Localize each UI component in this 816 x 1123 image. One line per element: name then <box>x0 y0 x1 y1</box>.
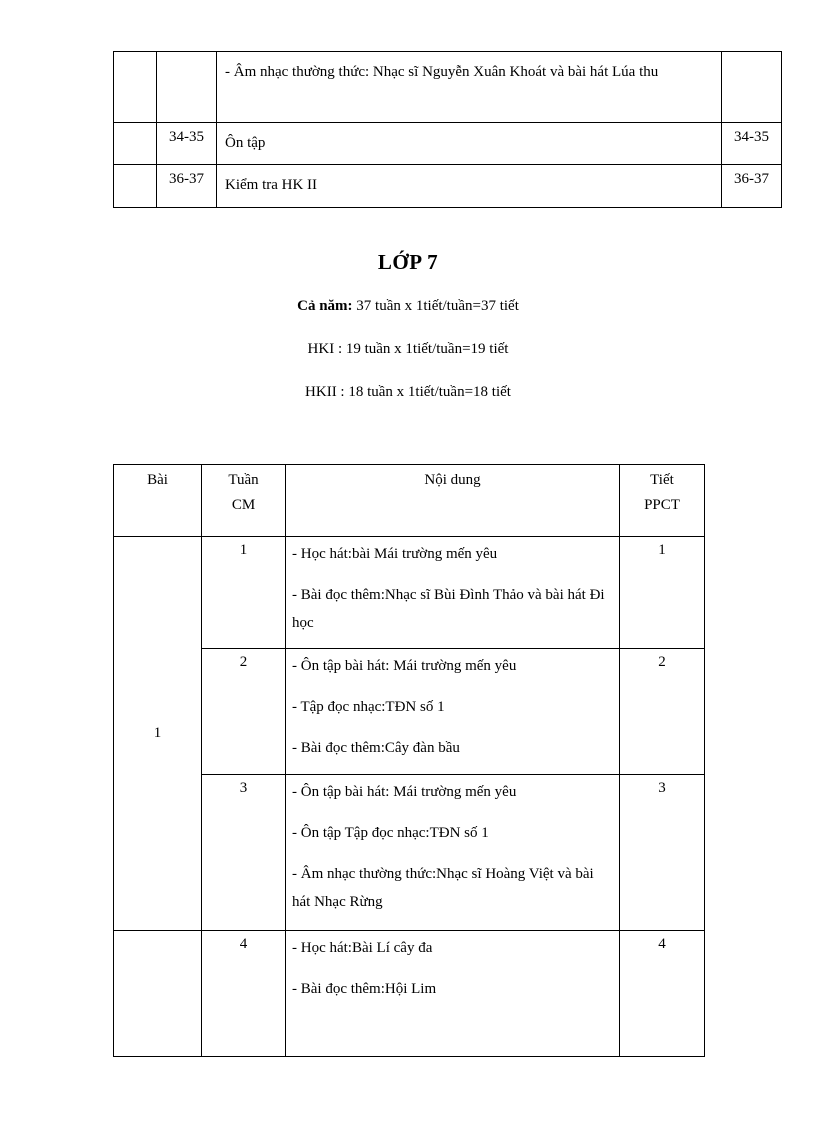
header-tiet <box>620 465 705 537</box>
content-line: - Bài đọc thêm:Hội Lim <box>292 981 437 997</box>
lesson-cell <box>114 165 157 208</box>
summary-year-value: 37 tuần x 1tiết/tuần=37 tiết <box>352 298 519 314</box>
tiet-cell: 2 <box>620 649 705 775</box>
content-line: - Tập đọc nhạc:TĐN số 1 <box>292 699 445 715</box>
header-content: Nội dung <box>286 465 620 537</box>
tiet-cell <box>722 52 782 123</box>
header-tiet-line2: PPCT <box>644 497 680 513</box>
content-line: - Ôn tập bài hát: Mái trường mến yêu <box>292 658 517 674</box>
table-row <box>114 165 782 208</box>
content-line: - Học hát:Bài Lí cây đa <box>292 940 433 956</box>
content-cell <box>286 537 620 649</box>
content-line: - Bài đọc thêm:Nhạc sĩ Bùi Đình Thảo và bài hát Đi học <box>292 587 605 631</box>
tiet-cell: 34-35 <box>722 123 782 165</box>
header-week-line1: Tuần <box>228 472 259 488</box>
grade-title: LỚP 7 <box>377 250 439 274</box>
table-row <box>114 123 782 165</box>
content-cell: Ôn tập <box>217 123 722 165</box>
tiet-cell: 4 <box>620 931 705 1057</box>
header-lesson: Bài <box>114 465 202 537</box>
content-cell: - Âm nhạc thường thức: Nhạc sĩ Nguyễn Xuân Khoát và bài hát Lúa thu <box>217 52 722 123</box>
tiet-cell: 36-37 <box>722 165 782 208</box>
content-line: - Bài đọc thêm:Cây đàn bầu <box>292 740 460 756</box>
summary-semester-1: HKI : 19 tuần x 1tiết/tuần=19 tiết <box>307 341 509 357</box>
content-line: - Ôn tập bài hát: Mái trường mến yêu <box>292 784 517 800</box>
summary-year <box>0 298 816 315</box>
table-row <box>114 52 782 123</box>
week-cell: 3 <box>202 775 286 931</box>
content-line: - Ôn tập Tập đọc nhạc:TĐN số 1 <box>292 825 489 841</box>
week-cell: 2 <box>202 649 286 775</box>
content-cell <box>286 931 620 1057</box>
lesson-number-cell: 1 <box>114 537 202 931</box>
header-tiet-line1: Tiết <box>650 472 674 488</box>
summary-year-label: Cả năm: <box>297 298 353 314</box>
week-cell <box>157 52 217 123</box>
previous-grade-table <box>113 51 782 208</box>
summary-semester-2: HKII : 18 tuần x 1tiết/tuần=18 tiết <box>305 384 511 400</box>
lesson-cell <box>114 931 202 1057</box>
content-line: - Học hát:bài Mái trường mến yêu <box>292 546 498 562</box>
tiet-cell: 3 <box>620 775 705 931</box>
week-cell: 1 <box>202 537 286 649</box>
week-cell: 4 <box>202 931 286 1057</box>
table-row <box>114 537 705 649</box>
table-row <box>114 649 705 775</box>
header-week-line2: CM <box>231 497 256 513</box>
content-line: - Âm nhạc thường thức:Nhạc sĩ Hoàng Việt và bài hát Nhạc Rừng <box>292 866 594 910</box>
content-cell <box>286 775 620 931</box>
header-row <box>114 465 705 537</box>
tiet-cell: 1 <box>620 537 705 649</box>
header-week <box>202 465 286 537</box>
lesson-cell <box>114 123 157 165</box>
grade-7-curriculum-table <box>113 464 705 1057</box>
week-cell: 34-35 <box>157 123 217 165</box>
table-row <box>114 775 705 931</box>
table-row <box>114 931 705 1057</box>
content-cell <box>286 649 620 775</box>
week-cell: 36-37 <box>157 165 217 208</box>
content-cell: Kiểm tra HK II <box>217 165 722 208</box>
lesson-cell <box>114 52 157 123</box>
